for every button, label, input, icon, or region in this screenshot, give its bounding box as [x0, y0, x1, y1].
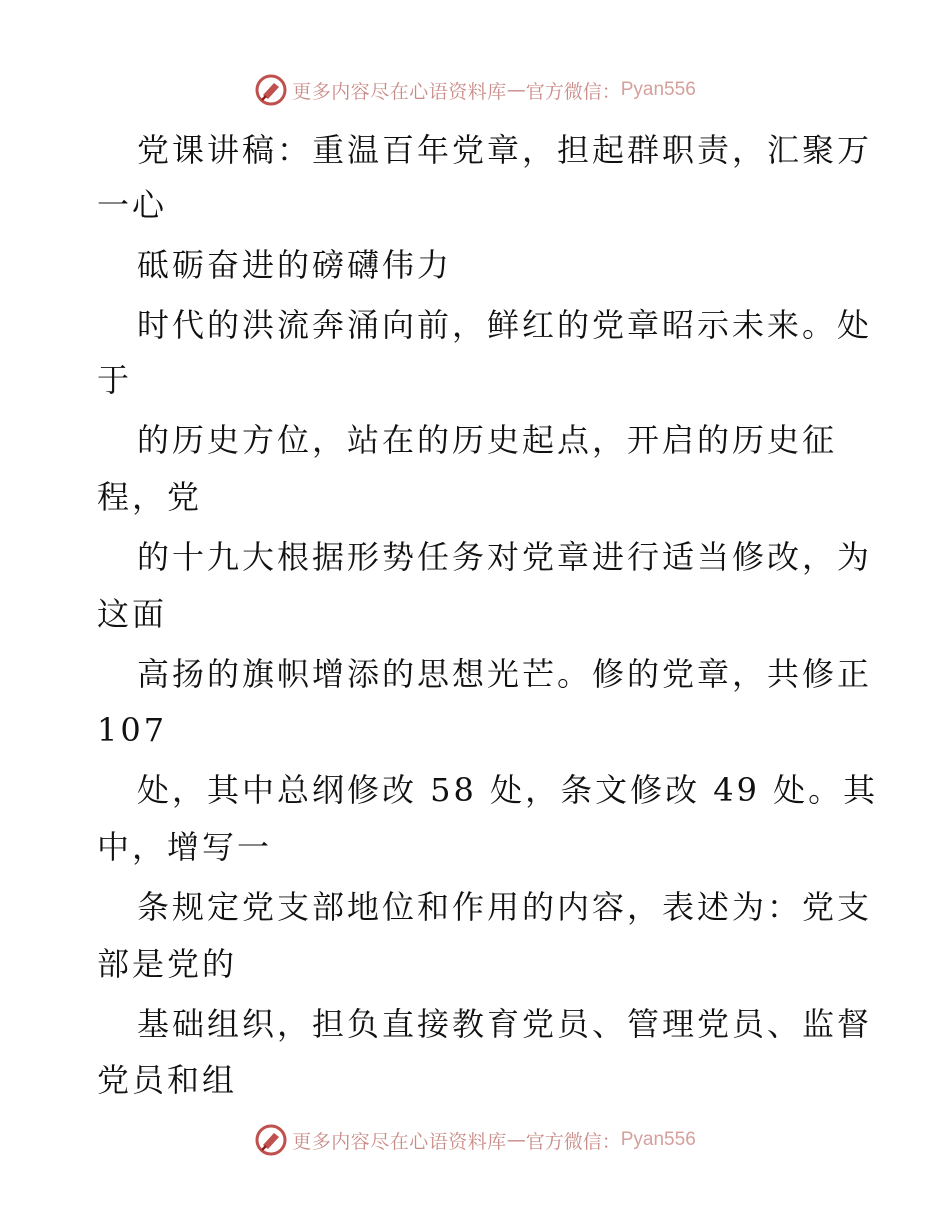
banner-wechat-id: Pyan556	[620, 79, 696, 100]
banner-dash: —	[506, 1129, 526, 1151]
banner-slogan: 更多内容尽在心语资料库	[292, 80, 507, 103]
doc-line: 中，增写一	[97, 828, 273, 866]
banner-slogan: 更多内容尽在心语资料库	[292, 1130, 507, 1153]
logo-icon	[254, 1123, 288, 1157]
banner-wechat-label: 官方微信：	[525, 1130, 621, 1153]
doc-line: 高扬的旗帜增添的思想光芒。修的党章，共修正	[137, 655, 873, 693]
doc-line: 砥砺奋进的磅礴伟力	[137, 246, 453, 284]
doc-line: 条规定党支部地位和作用的内容，表述为：党支	[137, 888, 873, 926]
doc-line: 程，党	[97, 478, 203, 516]
doc-line: 党课讲稿：重温百年党章，担起群职责，汇聚万	[137, 131, 873, 169]
header-banner	[0, 70, 950, 110]
doc-line: 107	[97, 711, 168, 749]
doc-line: 的历史方位，站在的历史起点，开启的历史征	[137, 421, 838, 459]
banner-wechat-label: 官方微信：	[525, 80, 621, 103]
footer-banner	[0, 1120, 950, 1160]
doc-line: 一心	[97, 186, 168, 224]
doc-line: 于	[97, 361, 133, 399]
doc-line: 这面	[97, 595, 168, 633]
doc-line: 的十九大根据形势任务对党章进行适当修改，为	[137, 538, 873, 576]
doc-line: 部是党的	[97, 945, 238, 983]
doc-line: 党员和组	[97, 1061, 238, 1099]
doc-line: 基础组织，担负直接教育党员、管理党员、监督	[137, 1005, 873, 1043]
doc-line: 处，其中总纲修改 58 处，条文修改 49 处。其	[137, 771, 879, 809]
banner-wechat-id: Pyan556	[620, 1129, 696, 1150]
logo-icon	[254, 73, 288, 107]
doc-line: 时代的洪流奔涌向前，鲜红的党章昭示未来。处	[137, 306, 873, 344]
banner-dash: —	[506, 79, 526, 101]
